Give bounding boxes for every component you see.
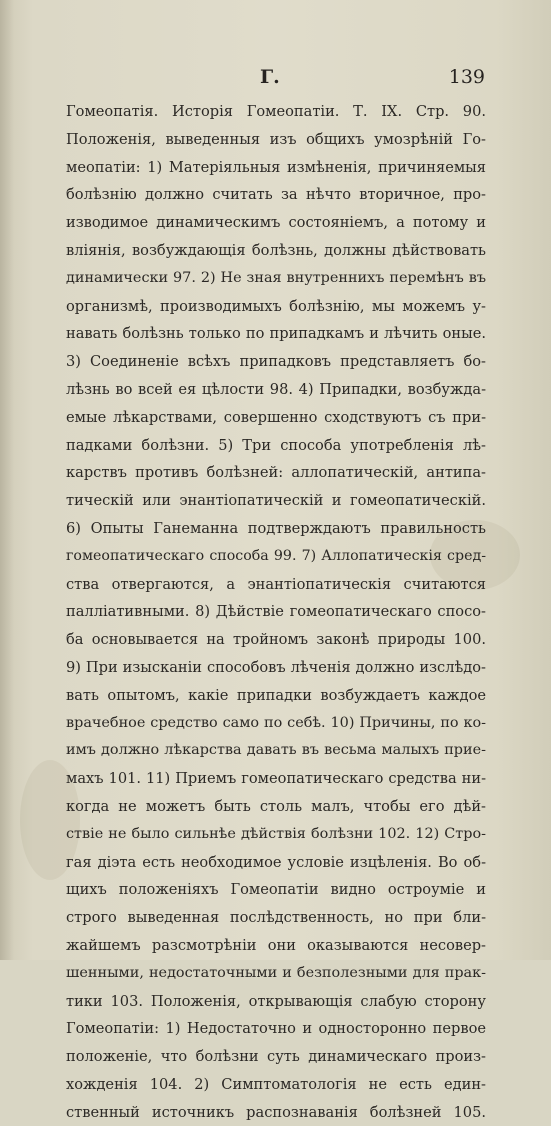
text-line: когда не можетъ быть столь малъ, чтобы его дѣй- — [66, 797, 486, 815]
text-line: ствіе не было сильнѣе дѣйствія болѣзни 102. 12) Стро- — [66, 825, 486, 842]
text-line: ственный источникъ распознаванія болѣзней 105. — [66, 1103, 486, 1121]
text-line: ства отвергаются, а энантіопатическія считаются — [66, 575, 486, 593]
text-line: гая діэта есть необходимое условіе изцѣленія. Во об- — [66, 853, 486, 871]
text-line: щихъ положеніяхъ Гомеопатіи видно остроуміе и — [66, 881, 486, 899]
text-line: ба основывается на тройномъ законѣ природы 100. — [66, 631, 486, 649]
text-line: строго выведенная послѣдственность, но при бли- — [66, 909, 486, 927]
text-line: гомеопатическаго способа 99. 7) Аллопатическія сред- — [66, 547, 486, 564]
text-line: жайшемъ разсмотрѣніи они оказываются несовер- — [66, 936, 486, 954]
text-line: 9) При изысканіи способовъ лѣченія должно изслѣдо- — [66, 658, 486, 676]
text-line: 3) Соединеніе всѣхъ припадковъ представляетъ бо- — [66, 353, 486, 371]
text-line: лѣзнь во всей ея цѣлости 98. 4) Припадки, возбужда- — [66, 380, 486, 398]
text-line: тики 103. Положенія, открывающія слабую сторону — [66, 992, 486, 1010]
text-line: махъ 101. 11) Приемъ гомеопатическаго средства ни- — [66, 770, 486, 788]
text-line: организмѣ, производимыхъ болѣзнію, мы можемъ у- — [66, 297, 486, 315]
text-line: врачебное средство само по себѣ. 10) Причины, по ко- — [66, 714, 486, 731]
text-line: динамически 97. 2) Не зная внутреннихъ перемѣнъ въ — [66, 269, 486, 286]
running-head-letter: Г. — [260, 66, 280, 88]
text-line: емые лѣкарствами, совершенно сходствуютъ съ при- — [66, 408, 486, 426]
text-line: вать опытомъ, какіе припадки возбуждаетъ каждое — [66, 686, 486, 704]
text-line: имъ должно лѣкарства давать въ весьма малыхъ прие- — [66, 742, 486, 759]
text-line: падками болѣзни. 5) Три способа употребленія лѣ- — [66, 436, 486, 454]
text-line: хожденія 104. 2) Симптоматологія не есть един- — [66, 1075, 486, 1093]
text-line: Положенія, выведенныя изъ общихъ умозрѣній Го- — [66, 130, 486, 148]
body-text — [66, 98, 486, 1126]
text-line: навать болѣзнь только по припадкамъ и лѣчить оные. — [66, 325, 486, 343]
text-line: 6) Опыты Ганеманна подтверждаютъ правильность — [66, 519, 486, 537]
text-line: Гомеопатіи: 1) Недостаточно и односторонно первое — [66, 1020, 486, 1038]
text-line: меопатіи: 1) Матеріяльныя измѣненія, причиняемыя — [66, 158, 486, 176]
text-line: шенными, недостаточными и безполезными для прак- — [66, 964, 486, 981]
text-line: тическій или энантіопатическій и гомеопатическій. — [66, 492, 486, 510]
text-line: положеніе, что болѣзни суть динамическаго произ- — [66, 1048, 486, 1066]
text-line: палліативными. 8) Дѣйствіе гомеопатическаго спосо- — [66, 603, 486, 621]
text-line: Гомеопатія. Исторія Гомеопатіи. Т. IX. Стр. 90. — [66, 103, 486, 120]
text-line: изводимое динамическимъ состояніемъ, а потому и — [66, 214, 486, 232]
running-head — [66, 66, 489, 90]
text-line: болѣзнію должно считать за нѣчто вторичное, про- — [66, 186, 486, 204]
text-line: вліянія, возбуждающія болѣзнь, должны дѣйствовать — [66, 241, 486, 259]
page-number: 139 — [448, 66, 485, 88]
text-line: карствъ противъ болѣзней: аллопатическій, антипа- — [66, 464, 486, 482]
